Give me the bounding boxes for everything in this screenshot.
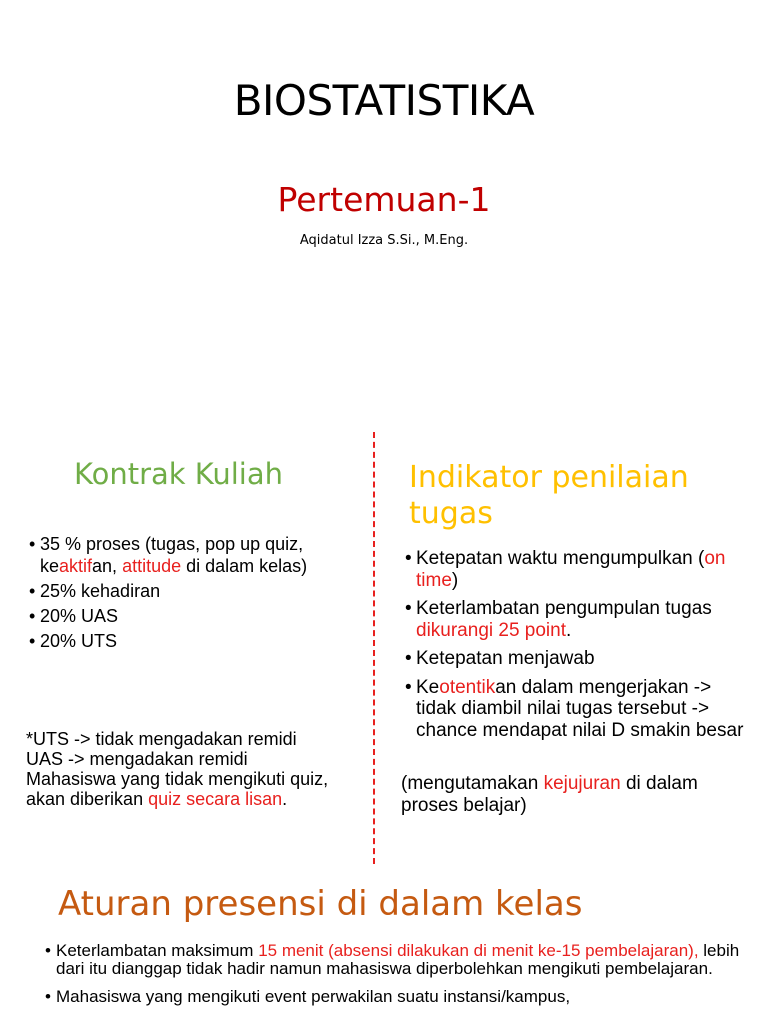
aturan-heading: Aturan presensi di dalam kelas [58,884,583,924]
highlight-text: kejujuran [543,773,621,794]
text-run: 35 % proses (tugas, pop up quiz, ke [40,534,304,576]
highlight-text: on time [416,548,726,591]
kontrak-item [40,630,370,652]
highlight-text: otentik [439,676,496,698]
text-run: . [566,619,572,641]
text-run: Mahasiswa yang tidak mengikuti quiz, akan diberikan [26,769,329,809]
text-run: . [282,789,288,809]
indikator-item [416,548,756,591]
indikator-item [416,648,756,670]
text-run: 25% kehadiran [40,581,161,601]
highlight-text: quiz secara lisan [148,789,283,809]
text-run: 20% UTS [40,631,118,651]
text-run: Keterlambatan maksimum [56,941,259,960]
text-run: lebih dari itu dianggap tidak hadir namun mahasiswa diperbolehkan mengikuti pembelajaran. [56,941,740,978]
author-name: Aqidatul Izza S.Si., M.Eng. [299,233,469,248]
text-run: Ketepatan menjawab [416,648,595,669]
kontrak-list [40,533,370,655]
text-run: (mengutamakan [401,773,544,794]
slide-subtitle: Pertemuan-1 [277,180,491,219]
text-run: ) [451,569,459,591]
indikator-item [416,598,756,641]
text-run: Keterlambatan pengumpulan tugas [416,598,712,619]
text-run: di dalam proses belajar) [401,773,698,816]
kontrak-item [40,580,370,602]
indikator-note [401,773,751,816]
highlight-text: aktif [59,556,93,576]
highlight-text: attitude [122,556,182,576]
text-run: *UTS -> tidak mengadakan remidi [26,729,297,749]
text-run: an dalam mengerjakan -> tidak diambil nilai tugas tersebut -> chance mendapat nilai D smakin besar [416,676,744,741]
kontrak-note [26,729,366,809]
text-run: Mahasiswa yang mengikuti event perwakilan suatu instansi/kampus, [56,987,571,1006]
indikator-item [416,677,756,742]
text-run: 20% UAS [40,606,119,626]
text-run: Ke [416,676,440,698]
text-run: UAS -> mengadakan remidi [26,749,248,769]
text-run: Ketepatan waktu mengumpulkan ( [416,548,705,569]
aturan-list [56,942,756,1016]
aturan-item [56,942,756,978]
text-run: di dalam kelas) [181,556,308,576]
indikator-list [416,548,756,748]
dashed-divider [373,432,375,864]
text-run: an, [92,556,123,576]
aturan-item [56,988,756,1006]
slide-title: BIOSTATISTIKA [233,76,535,125]
kontrak-item [40,533,370,577]
kontrak-item [40,605,370,627]
kontrak-heading: Kontrak Kuliah [74,457,283,491]
indikator-heading: Indikator penilaian tugas [409,460,689,531]
highlight-text: 15 menit (absensi dilakukan di menit ke-15 pembelajaran), [258,941,699,960]
highlight-text: dikurangi 25 point [416,619,566,641]
